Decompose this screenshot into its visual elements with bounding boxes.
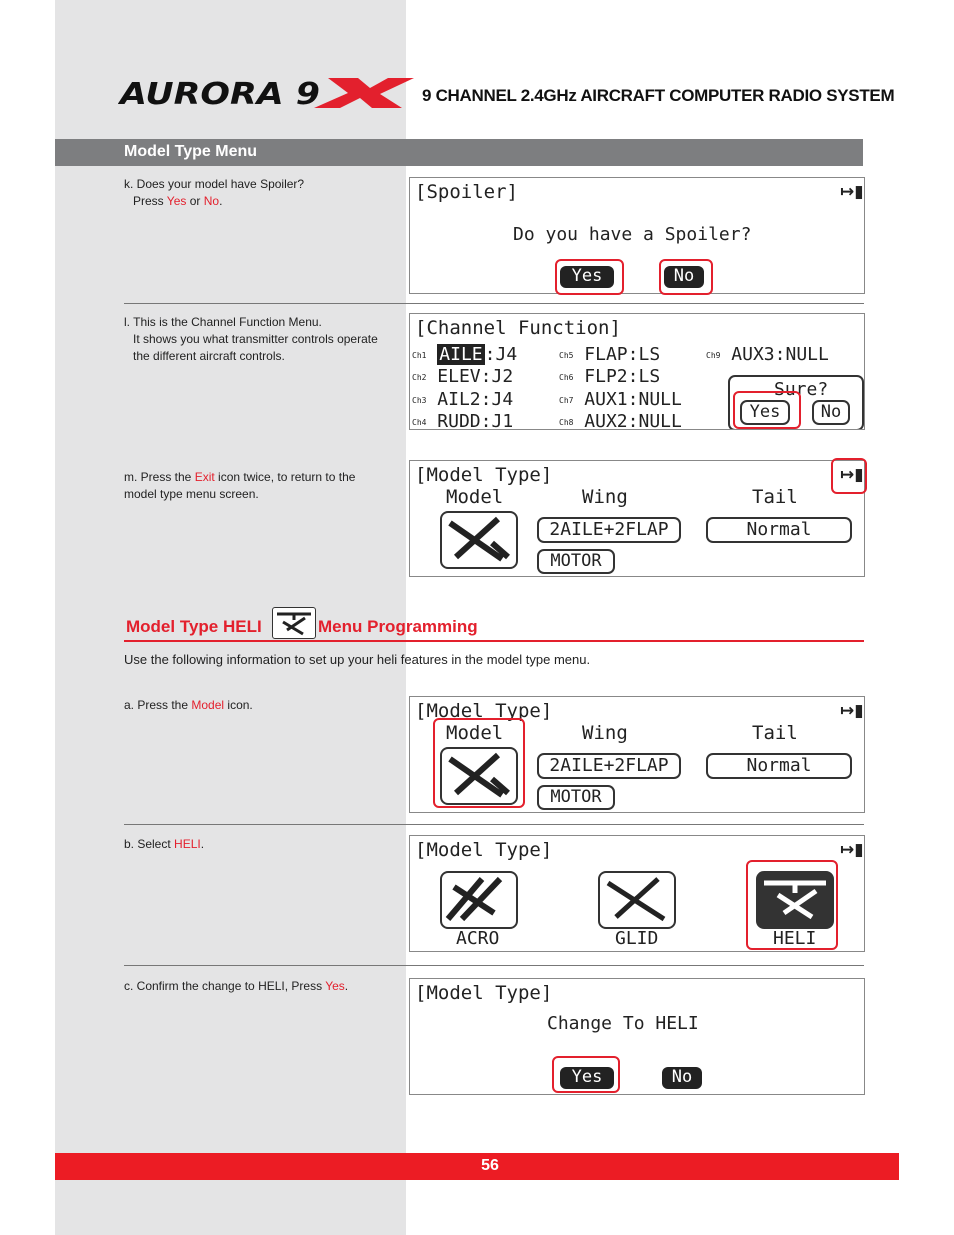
heli-section-title: Model Type HELI: [126, 617, 262, 636]
acro-icon[interactable]: [440, 871, 518, 929]
step-c-yes: Yes: [325, 979, 345, 993]
tail-label: Tail: [752, 722, 798, 744]
model-label: Model: [446, 486, 504, 508]
highlight-yes: [555, 259, 624, 295]
no-button[interactable]: No: [812, 400, 850, 425]
divider: [124, 303, 864, 304]
lcd-title: [Model Type]: [415, 700, 553, 722]
step-k-line2: Press Yes or No.: [133, 194, 223, 208]
highlight-yes: [552, 1056, 620, 1093]
divider: [124, 965, 864, 966]
wing-label: Wing: [582, 486, 628, 508]
glid-label: GLID: [615, 928, 659, 949]
channel-row: Ch1 AILE :J4: [412, 344, 518, 365]
step-b: b. Select HELI.: [124, 837, 205, 851]
section-underline: [124, 640, 864, 642]
divider: [124, 824, 864, 825]
spoiler-question: Do you have a Spoiler?: [513, 224, 752, 245]
acro-label: ACRO: [456, 928, 500, 949]
channel-row: Ch9 AUX3:NULL: [706, 344, 829, 365]
step-l-line2: It shows you what transmitter controls operate: [133, 332, 378, 346]
svg-text:AURORA 9: AURORA 9: [118, 77, 321, 108]
lcd-spoiler: [409, 177, 865, 294]
lcd-title: [Spoiler]: [415, 181, 518, 203]
wing-label: Wing: [582, 722, 628, 744]
channel-row: Ch3 AIL2:J4: [412, 389, 514, 410]
page-number: 56: [481, 1157, 499, 1174]
channel-row: Ch7 AUX1:NULL: [559, 389, 682, 410]
step-m-exit: Exit: [194, 470, 215, 484]
step-m: [124, 469, 394, 503]
model-label: Model: [446, 722, 504, 744]
wing-button[interactable]: 2AILE+2FLAP: [537, 517, 681, 543]
yes-button[interactable]: Yes: [560, 1067, 614, 1089]
lcd-title: [Model Type]: [415, 464, 553, 486]
exit-icon[interactable]: ↦▮: [840, 701, 864, 721]
wing-button[interactable]: 2AILE+2FLAP: [537, 753, 681, 779]
aurora-logo: [118, 76, 414, 108]
channel-row: Ch6 FLP2:LS: [559, 366, 661, 387]
lcd-model-type: [409, 460, 865, 577]
step-k-no: No: [203, 194, 220, 208]
channel-row: Ch4 RUDD:J1: [412, 411, 514, 430]
footer-bar: [55, 1153, 899, 1180]
lcd-change-heli: [409, 978, 865, 1095]
exit-icon[interactable]: ↦▮: [840, 182, 864, 202]
channel-row: Ch5 FLAP:LS: [559, 344, 661, 365]
header-title: 9 CHANNEL 2.4GHz AIRCRAFT COMPUTER RADIO SYSTEM: [422, 86, 895, 105]
step-k-text: k. Does your model have Spoiler?: [124, 177, 305, 191]
step-l-line3: the different aircraft controls.: [133, 349, 285, 363]
tail-button[interactable]: Normal: [706, 753, 852, 779]
airplane-icon[interactable]: [440, 511, 518, 569]
motor-button[interactable]: MOTOR: [537, 785, 615, 810]
step-l-text: l. This is the Channel Function Menu.: [124, 315, 322, 329]
heli-label: HELI: [773, 928, 817, 949]
step-c: c. Confirm the change to HELI, Press Yes.: [124, 979, 349, 993]
step-a-model: Model: [191, 698, 225, 712]
channel-row: Ch2 ELEV:J2: [412, 366, 514, 387]
no-button[interactable]: No: [664, 266, 704, 288]
highlight-yes: [733, 391, 801, 429]
step-m-line2: model type menu screen.: [124, 487, 259, 501]
tail-label: Tail: [752, 486, 798, 508]
step-m-text: m. Press the Exit icon twice, to return to the: [124, 470, 356, 484]
glider-icon[interactable]: [598, 871, 676, 929]
no-button[interactable]: No: [662, 1067, 702, 1089]
change-text: Change To HELI: [547, 1013, 699, 1034]
exit-icon[interactable]: ↦▮: [840, 465, 864, 485]
section-bar: [55, 139, 863, 166]
highlight-exit: [831, 458, 867, 494]
exit-icon[interactable]: ↦▮: [840, 840, 864, 860]
tail-button[interactable]: Normal: [706, 517, 852, 543]
lcd-title: [Channel Function]: [415, 317, 621, 339]
step-b-heli: HELI: [174, 837, 201, 851]
step-a: a. Press the Model icon.: [124, 698, 253, 712]
lcd-title: [Model Type]: [415, 982, 553, 1004]
yes-button[interactable]: Yes: [560, 266, 614, 288]
yes-button[interactable]: Yes: [740, 400, 790, 425]
highlight-no: [659, 259, 713, 295]
section-title: Model Type Menu: [124, 143, 258, 160]
highlight-heli: [746, 860, 838, 950]
helicopter-icon: [272, 607, 316, 639]
heli-section-title-2: Menu Programming: [318, 617, 478, 636]
channel-row: Ch8 AUX2:NULL: [559, 411, 682, 430]
lcd-title: [Model Type]: [415, 839, 553, 861]
motor-button[interactable]: MOTOR: [537, 549, 615, 574]
step-k-yes: Yes: [166, 194, 187, 208]
intro-text: Use the following information to set up your heli features in the model type menu.: [124, 652, 591, 667]
step-l: [124, 314, 394, 365]
highlight-model: [433, 718, 525, 808]
dialog-text: Sure?: [774, 379, 829, 400]
step-k: [124, 176, 394, 210]
